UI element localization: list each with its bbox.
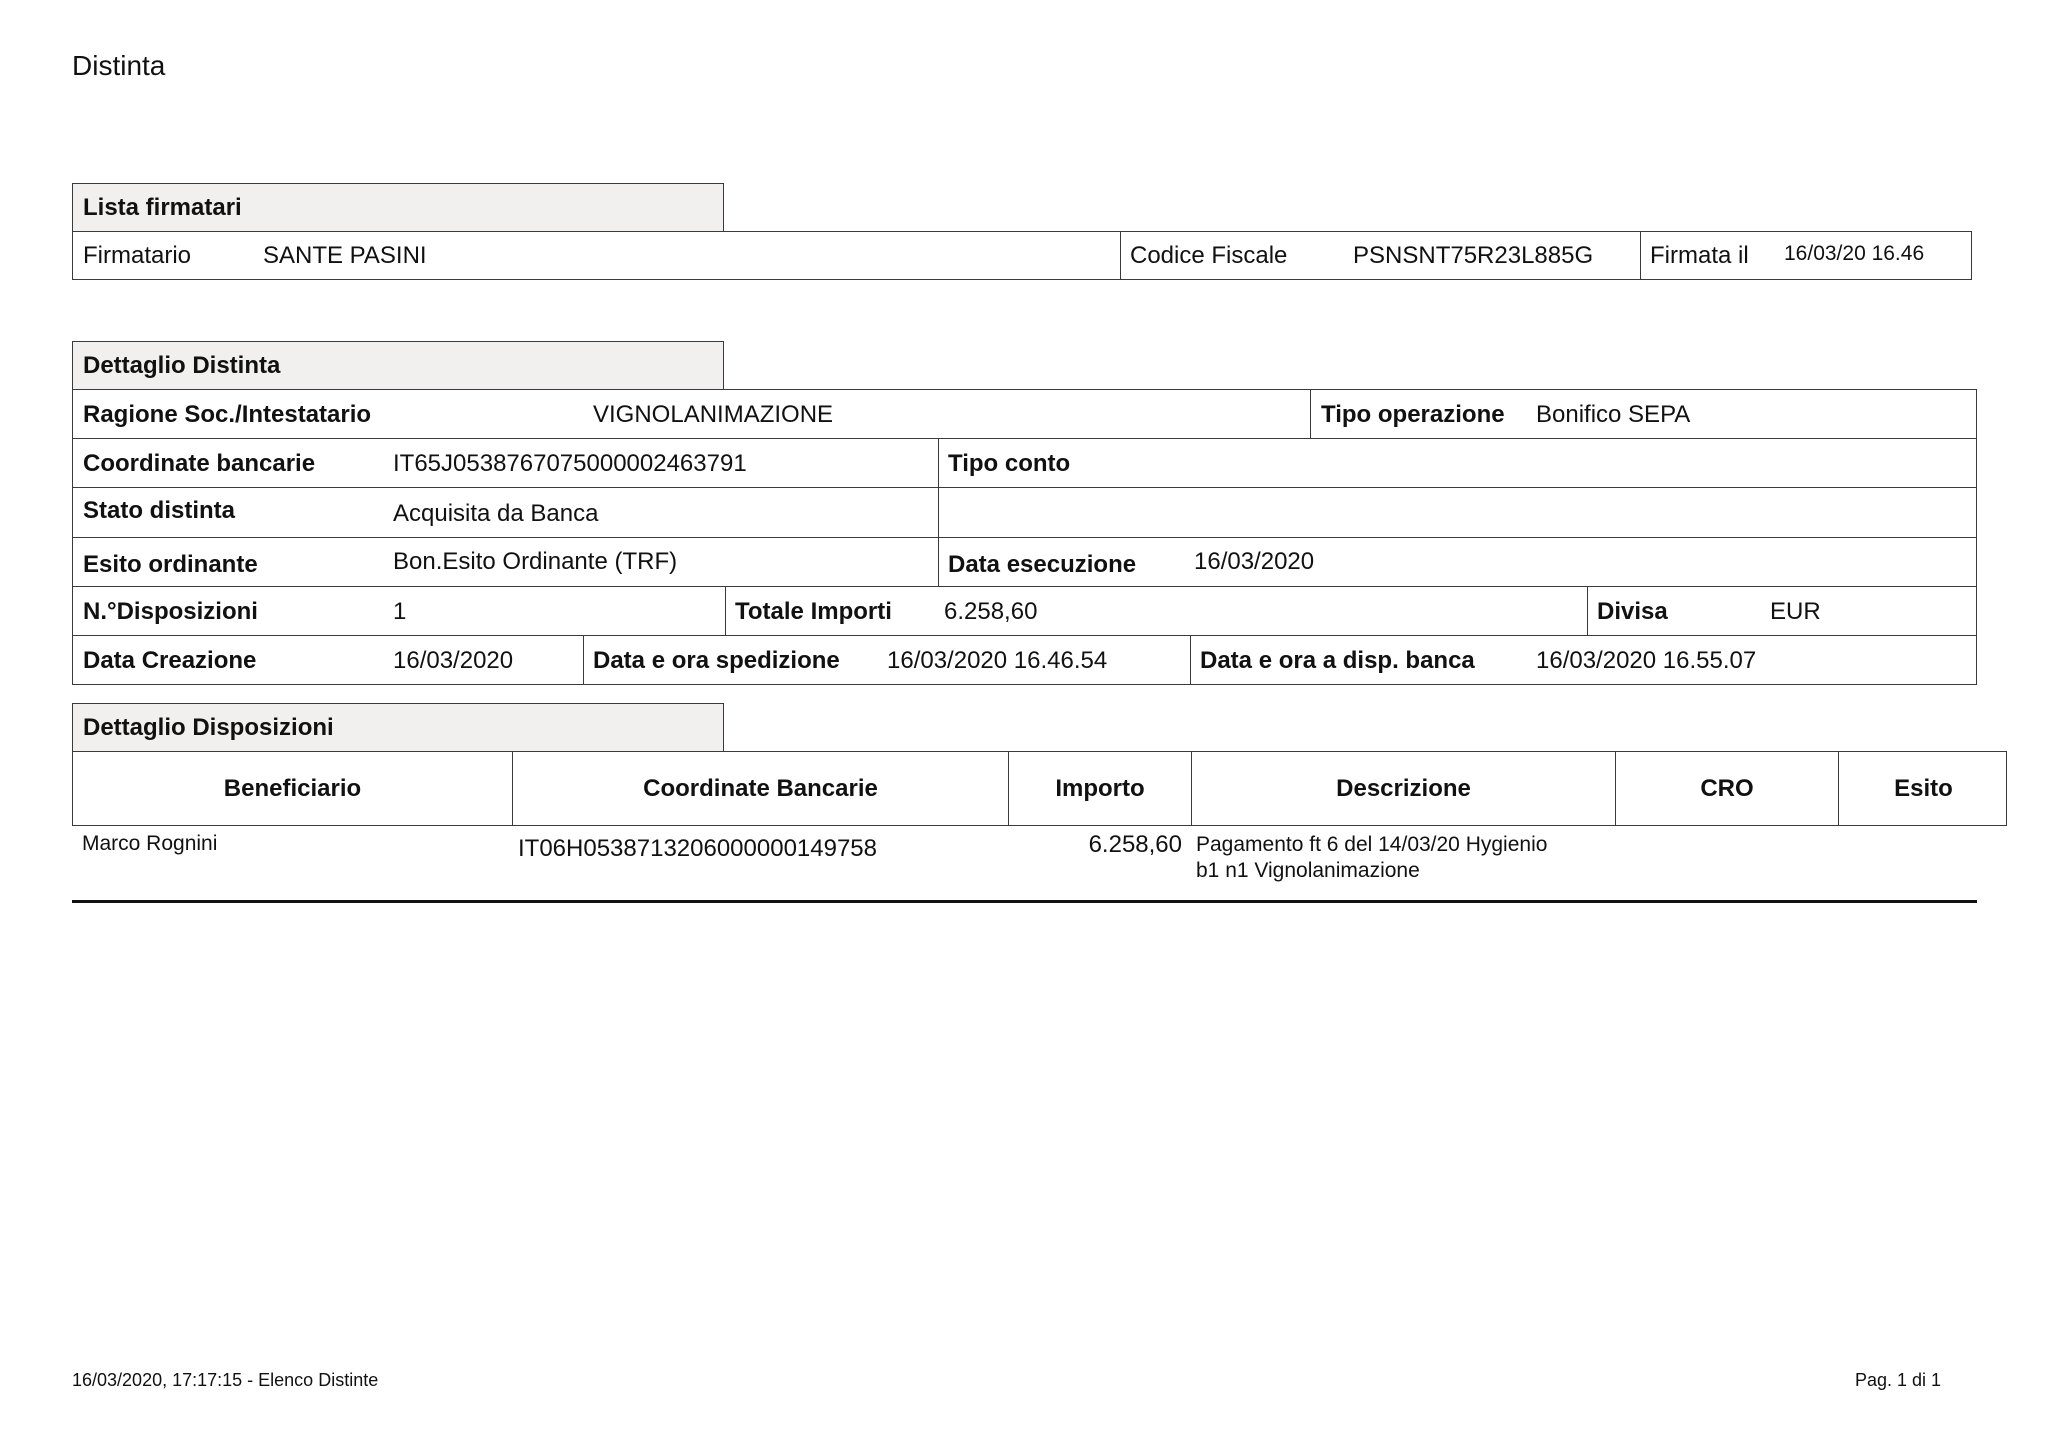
stato-value: Acquisita da Banca	[393, 500, 599, 527]
column-header: Descrizione	[1191, 752, 1615, 825]
dettaglio-header: Dettaglio Distinta	[72, 341, 724, 390]
esito-value: Bon.Esito Ordinante (TRF)	[393, 548, 678, 575]
esito-row	[72, 537, 1977, 587]
data-esecuzione-value: 16/03/2020	[1194, 548, 1315, 575]
footer-left: 16/03/2020, 17:17:15 - Elenco Distinte	[72, 1370, 379, 1390]
column-header: CRO	[1615, 752, 1838, 825]
data-spedizione-label: Data e ora spedizione	[593, 647, 840, 674]
codice-fiscale-label: Codice Fiscale	[1130, 242, 1288, 269]
coordinate-row	[72, 438, 1977, 488]
esito-label: Esito ordinante	[83, 551, 258, 578]
divisa-label: Divisa	[1597, 598, 1668, 625]
data-disp-banca-value: 16/03/2020 16.55.07	[1536, 647, 1757, 674]
table-bottom-rule	[72, 900, 1977, 903]
firmatari-header: Lista firmatari	[72, 183, 724, 232]
firmatario-value: SANTE PASINI	[263, 242, 427, 269]
data-creazione-label: Data Creazione	[83, 647, 257, 674]
disposizioni-header: Dettaglio Disposizioni	[72, 703, 724, 752]
column-header: Coordinate Bancarie	[512, 752, 1008, 825]
descrizione-line-1: Pagamento ft 6 del 14/03/20 Hygienio	[1196, 833, 1548, 856]
totale-importi-label: Totale Importi	[735, 598, 892, 625]
date-row	[72, 635, 1977, 685]
column-header: Beneficiario	[223, 774, 362, 802]
ragione-label: Ragione Soc./Intestatario	[83, 401, 372, 428]
firmatari-row	[72, 231, 1972, 280]
tipo-conto-label: Tipo conto	[948, 450, 1071, 477]
beneficiario-cell: Marco Rognini	[82, 832, 218, 855]
tipo-operazione-value: Bonifico SEPA	[1536, 401, 1691, 428]
ndisposizioni-value: 1	[393, 598, 407, 625]
stato-label: Stato distinta	[83, 497, 236, 524]
data-creazione-value: 16/03/2020	[393, 647, 514, 674]
coordinate-label: Coordinate bancarie	[83, 450, 316, 477]
coordinate-value: IT65J0538767075000002463791	[393, 450, 747, 477]
stato-row	[72, 487, 1977, 538]
firmata-il-label: Firmata il	[1650, 242, 1749, 269]
ragione-row	[72, 389, 1977, 439]
firmatario-label: Firmatario	[83, 242, 192, 269]
column-header: Esito	[1838, 752, 2008, 825]
ndisposizioni-label: N.°Disposizioni	[83, 598, 258, 625]
data-spedizione-value: 16/03/2020 16.46.54	[887, 647, 1108, 674]
importo-cell: 6.258,60	[1088, 831, 1182, 858]
column-header: Importo	[1008, 752, 1191, 825]
ragione-value: VIGNOLANIMAZIONE	[593, 401, 834, 428]
page-title: Distinta	[72, 50, 166, 81]
descrizione-line-2: b1 n1 Vignolanimazione	[1196, 859, 1420, 882]
coordinate-cell: IT06H0538713206000000149758	[518, 835, 878, 862]
data-esecuzione-label: Data esecuzione	[948, 551, 1137, 578]
table-row	[72, 826, 1977, 902]
divisa-value: EUR	[1770, 598, 1821, 625]
tipo-operazione-label: Tipo operazione	[1321, 401, 1505, 428]
totale-importi-value: 6.258,60	[944, 598, 1038, 625]
disposizioni-table-header	[72, 751, 2007, 826]
footer-right: Pag. 1 di 1	[1855, 1370, 1942, 1390]
codice-fiscale-value: PSNSNT75R23L885G	[1353, 242, 1594, 269]
data-disp-banca-label: Data e ora a disp. banca	[1200, 647, 1475, 674]
firmata-il-value: 16/03/20 16.46	[1784, 242, 1925, 265]
disposizioni-count-row	[72, 586, 1977, 636]
